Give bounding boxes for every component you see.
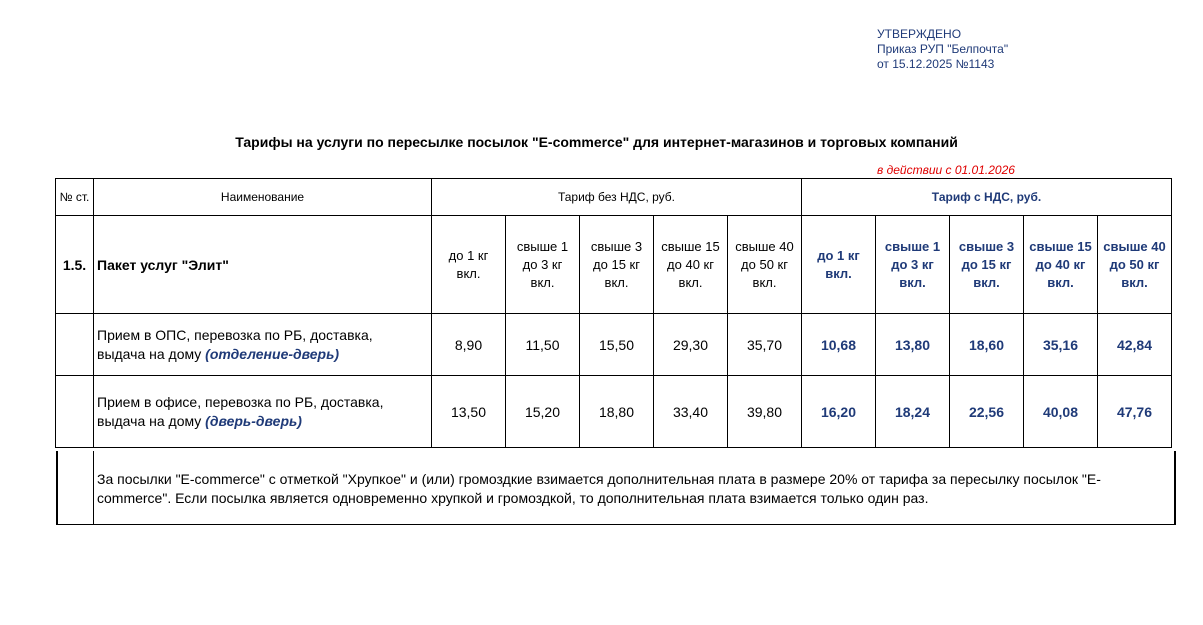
price-no-vat: 29,30 xyxy=(654,314,728,376)
service-description: Прием в офисе, перевозка по РБ, доставка, выдача на дому (дверь-дверь) xyxy=(94,376,432,448)
approval-order: Приказ РУП "Белпочта" xyxy=(877,42,1009,56)
header-tariff-no-vat: Тариф без НДС, руб. xyxy=(432,179,802,216)
service-description: Прием в ОПС, перевозка по РБ, доставка, выдача на дому (отделение-дверь) xyxy=(94,314,432,376)
weight-header-vat: свыше 3 до 15 кг вкл. xyxy=(950,216,1024,314)
price-no-vat: 13,50 xyxy=(432,376,506,448)
price-no-vat: 18,80 xyxy=(580,376,654,448)
price-vat: 42,84 xyxy=(1098,314,1172,376)
price-no-vat: 33,40 xyxy=(654,376,728,448)
row-number-cell xyxy=(56,314,94,376)
tariff-table xyxy=(55,178,1172,448)
weight-header-vat: свыше 15 до 40 кг вкл. xyxy=(1024,216,1098,314)
document-title-text: Тарифы на услуги по пересылке посылок "E-commerce" для интернет-магазинов и торговых компаний xyxy=(235,134,958,150)
price-vat: 18,60 xyxy=(950,314,1024,376)
package-name: Пакет услуг "Элит" xyxy=(94,216,432,314)
price-vat: 16,20 xyxy=(802,376,876,448)
approval-date: от 15.12.2025 №1143 xyxy=(877,57,995,71)
surcharge-note: За посылки "E-commerce" с отметкой "Хрупкое" и (или) громоздкие взимается дополнительная плата в размере 20% от тарифа за пересылку посылок "E-commerce". Если посылка является одновременно хрупкой и громоздкой, то дополнительная плата взимается только один раз. xyxy=(97,471,1101,506)
table-row xyxy=(56,314,1172,376)
price-no-vat: 39,80 xyxy=(728,376,802,448)
header-tariff-vat: Тариф с НДС, руб. xyxy=(802,179,1172,216)
approval-stamp xyxy=(877,27,1008,72)
package-number: 1.5. xyxy=(56,216,94,314)
approval-heading: УТВЕРЖДЕНО xyxy=(877,27,962,41)
price-vat: 47,76 xyxy=(1098,376,1172,448)
price-no-vat: 15,50 xyxy=(580,314,654,376)
weight-header: свыше 15 до 40 кг вкл. xyxy=(654,216,728,314)
weight-header: свыше 3 до 15 кг вкл. xyxy=(580,216,654,314)
price-vat: 13,80 xyxy=(876,314,950,376)
weight-header: свыше 40 до 50 кг вкл. xyxy=(728,216,802,314)
price-vat: 22,56 xyxy=(950,376,1024,448)
weight-header-vat: свыше 40 до 50 кг вкл. xyxy=(1098,216,1172,314)
price-no-vat: 35,70 xyxy=(728,314,802,376)
price-no-vat: 8,90 xyxy=(432,314,506,376)
price-vat: 35,16 xyxy=(1024,314,1098,376)
header-name: Наименование xyxy=(94,179,432,216)
price-vat: 18,24 xyxy=(876,376,950,448)
price-no-vat: 15,20 xyxy=(506,376,580,448)
effective-date: в действии с 01.01.2026 xyxy=(877,163,1015,177)
price-vat: 40,08 xyxy=(1024,376,1098,448)
weight-header-vat: свыше 1 до 3 кг вкл. xyxy=(876,216,950,314)
weight-header: до 1 кг вкл. xyxy=(432,216,506,314)
header-number: № ст. xyxy=(56,179,94,216)
row-number-cell xyxy=(56,376,94,448)
service-type: (отделение-дверь) xyxy=(205,345,340,362)
weight-header-vat: до 1 кг вкл. xyxy=(802,216,876,314)
price-vat: 10,68 xyxy=(802,314,876,376)
table-row xyxy=(56,376,1172,448)
document-title xyxy=(0,134,1203,150)
price-no-vat: 11,50 xyxy=(506,314,580,376)
table-subheader-row xyxy=(56,216,1172,314)
service-type: (дверь-дверь) xyxy=(205,412,302,429)
weight-header: свыше 1 до 3 кг вкл. xyxy=(506,216,580,314)
table-header-row xyxy=(56,179,1172,216)
note-divider xyxy=(93,451,94,525)
